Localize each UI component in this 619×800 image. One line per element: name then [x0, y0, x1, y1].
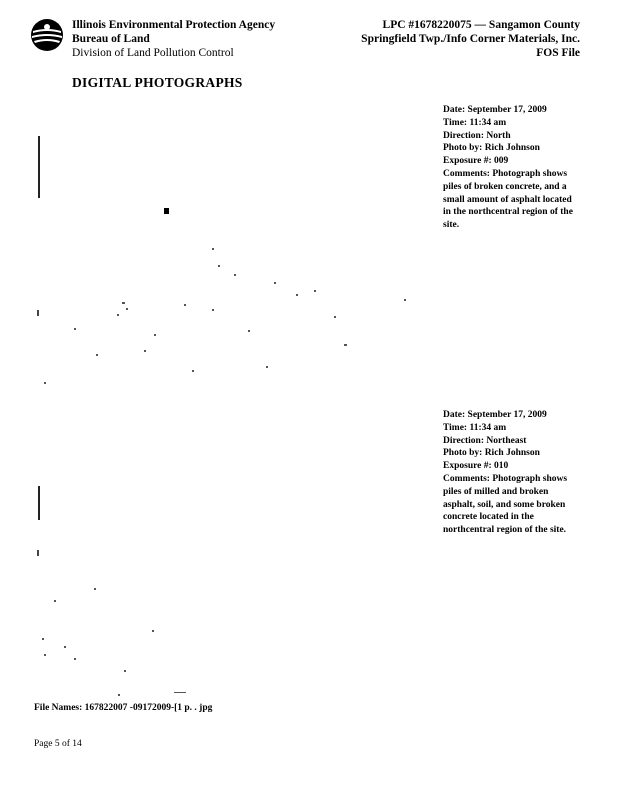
photo-exposure: Exposure #: 009 [443, 156, 509, 167]
photo-exposure: Exposure #: 010 [443, 461, 509, 472]
illinois-epa-logo-icon [30, 18, 64, 52]
photo-date: Date: September 17, 2009 [443, 105, 547, 115]
file-names: File Names: 167822007 -09172009-[1 p. . jpg [34, 703, 213, 713]
page-number: Page 5 of 14 [34, 739, 82, 749]
case-number: LPC #1678220075 — Sangamon County [382, 19, 580, 31]
photo-comments: Comments: Photograph shows piles of milled and broken asphalt, soil, and some broken concrete located in the northcentral region of the site. [443, 473, 568, 536]
photo-direction: Direction: Northeast [443, 435, 527, 446]
photo-time: Time: 11:34 am [443, 117, 507, 128]
photo-date: Date: September 17, 2009 [443, 410, 547, 420]
photograph-009 [34, 104, 430, 394]
photograph-010 [34, 410, 430, 700]
photo-time: Time: 11:34 am [443, 422, 507, 433]
file-type: FOS File [536, 47, 580, 59]
agency-name: Illinois Environmental Protection Agency [72, 19, 276, 31]
photo-direction: Direction: North [443, 130, 511, 141]
case-header [361, 18, 580, 60]
photo-photographer: Photo by: Rich Johnson [443, 448, 540, 459]
agency-header [72, 18, 275, 60]
photo-comments: Comments: Photograph shows piles of broken concrete, and a small amount of asphalt located in the northcentral region of the site. [443, 168, 573, 231]
photo-photographer: Photo by: Rich Johnson [443, 143, 540, 154]
photo-caption-010 [443, 409, 573, 537]
site-name: Springfield Twp./Info Corner Materials, Inc. [361, 33, 580, 45]
page-title: DIGITAL PHOTOGRAPHS [72, 75, 243, 90]
photo-caption-009 [443, 104, 573, 232]
division-name: Division of Land Pollution Control [72, 47, 234, 59]
bureau-name: Bureau of Land [72, 33, 150, 45]
